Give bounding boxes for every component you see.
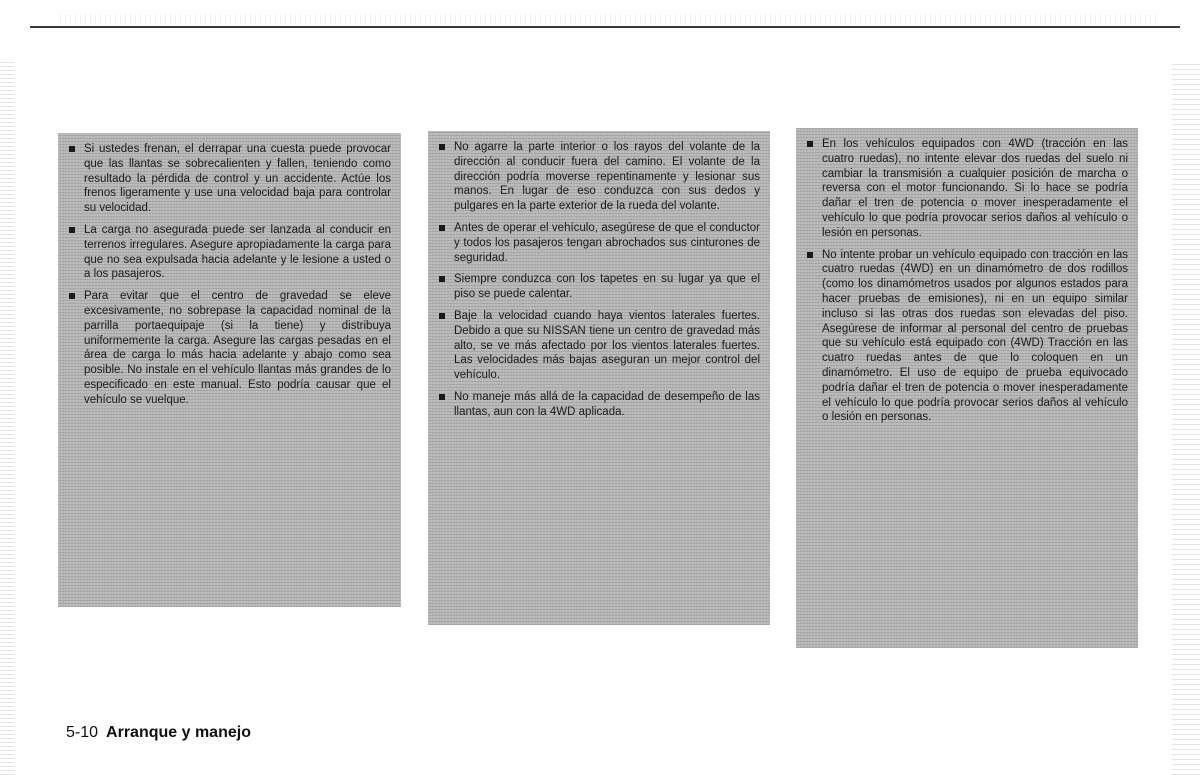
- bullet-square-icon: [69, 146, 75, 152]
- bullet-square-icon: [807, 141, 813, 147]
- section-title: Arranque y manejo: [106, 724, 251, 741]
- warning-column-3: [796, 128, 1138, 648]
- warning-text: No agarre la parte interior o los rayos del volante de la dirección al conducir fuera del camino. El volante de la dirección podría moverse repentinamente y lesionar sus manos. En lugar de eso conduzca con sus dedos y pulgares en la parte exterior de la rueda del volante.: [454, 141, 760, 213]
- warning-column-2: [428, 131, 770, 625]
- bullet-square-icon: [69, 227, 75, 233]
- warning-text: Baje la velocidad cuando haya vientos laterales fuertes. Debido a que su NISSAN tiene un centro de gravedad más alto, se ve más afectado por los vientos laterales fuertes. Las velocidades más bajas aseguran un mejor control del vehículo.: [454, 309, 760, 382]
- bullet-square-icon: [439, 276, 445, 282]
- warning-text: Para evitar que el centro de gravedad se eleve excesivamente, no sobrepase la capacidad nominal de la parrilla portaequipaje (si la tiene) y distribuya uniformemente la carga. Asegure las cargas pesadas en el área de carga lo más hacia adelante y abajo como sea posible. No instale en el vehículo llantas más grandes de lo especificado en este manual. Esto podría causar que el vehículo se vuelque.: [84, 290, 391, 406]
- warning-text: En los vehículos equipados con 4WD (tracción en las cuatro ruedas), no intente elevar dos ruedas del suelo ni cambiar la transmisión a cualquier posición de marcha o reversa con el motor funcionando. Si lo hace se podría dañar el tren de potencia o mover inesperadamente el vehículo lo que podría provocar serios daños al vehículo o lesión en personas.: [822, 138, 1128, 239]
- warning-item: [66, 223, 391, 282]
- warning-item: [804, 248, 1128, 426]
- bullet-square-icon: [807, 252, 813, 258]
- warning-text: No maneje más allá de la capacidad de desempeño de las llantas, aun con la 4WD aplicada.: [454, 390, 760, 418]
- warning-text: Si ustedes frenan, el derrapar una cuesta puede provocar que las llantas se sobrecalienten y fallen, teniendo como resultado la pérdida de control y un accidente. Actúe los frenos ligeramente y use una velocidad baja para controlar su velocidad.: [84, 143, 391, 215]
- warning-item: [66, 289, 391, 407]
- warning-item: [436, 272, 760, 302]
- warning-item: [436, 140, 760, 214]
- page-number: 5-10: [66, 724, 99, 741]
- warning-text: Siempre conduzca con los tapetes en su lugar ya que el piso se puede calentar.: [454, 273, 760, 301]
- scan-noise: [60, 14, 1160, 24]
- bullet-square-icon: [439, 313, 445, 319]
- bullet-square-icon: [69, 293, 75, 299]
- warning-item: [436, 390, 760, 420]
- bullet-square-icon: [439, 225, 445, 231]
- warning-item: [804, 137, 1128, 241]
- bullet-square-icon: [439, 144, 445, 150]
- bullet-square-icon: [439, 394, 445, 400]
- scan-edge-left: [0, 60, 14, 775]
- warning-column-1: [58, 133, 401, 607]
- page-footer: [66, 724, 251, 742]
- warning-text: No intente probar un vehículo equipado con tracción en las cuatro ruedas (4WD) en un dinamómetro de dos rodillos (como los dinamómetros usados por algunos estados para hacer pruebas de emisiones), ni en un equipo similar incluso si las otras dos ruedas son elevadas del piso. Asegúrese de informar al personal del centro de pruebas que su vehículo está equipado con (4WD) Tracción en las cuatro ruedas antes de que lo coloquen en un dinamómetro. El uso de equipo de prueba equivocado podría dañar el tren de potencia o mover inesperadamente el vehículo lo que podría provocar serios daños al vehículo o lesión en personas.: [822, 248, 1128, 424]
- scan-edge-right: [1172, 60, 1200, 775]
- warning-list: [804, 137, 1128, 425]
- header-rule: [30, 26, 1180, 28]
- warning-item: [436, 309, 760, 383]
- warning-list: [436, 140, 760, 420]
- warning-item: [436, 221, 760, 265]
- warning-text: Antes de operar el vehículo, asegúrese de que el conductor y todos los pasajeros tengan abrochados sus cinturones de seguridad.: [454, 221, 760, 264]
- warning-list: [66, 142, 391, 408]
- warning-item: [66, 142, 391, 216]
- warning-text: La carga no asegurada puede ser lanzada al conducir en terrenos irregulares. Asegure apropiadamente la carga para que no sea expulsada hacia adelante y le lesione a usted o a los pasajeros.: [84, 223, 391, 281]
